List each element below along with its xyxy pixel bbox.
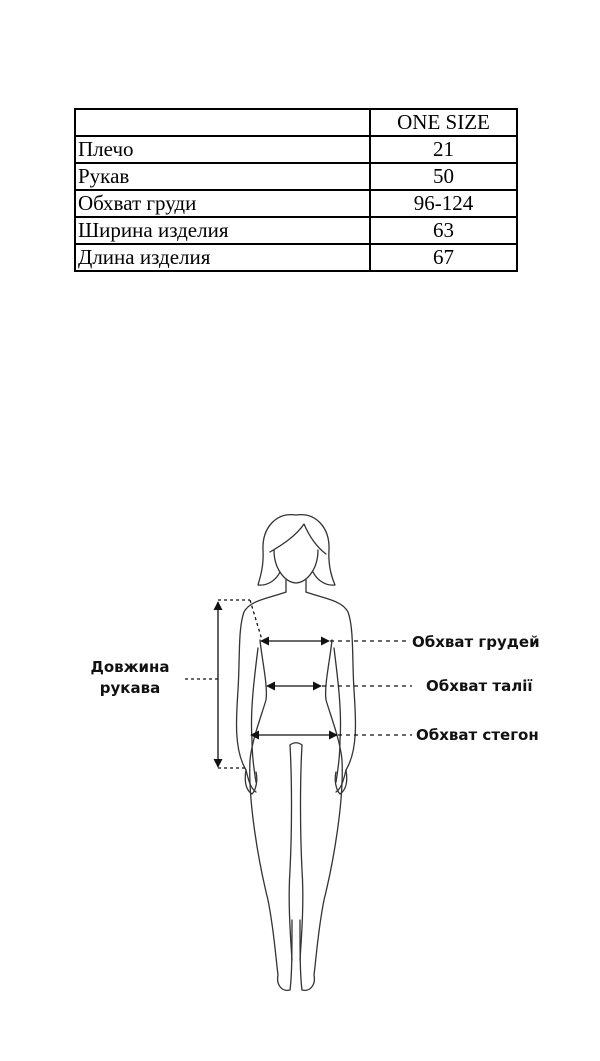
row-value: 50 [370,163,517,190]
hips-label: Обхват стегон [416,726,539,744]
sleeve-length-measure [185,600,262,768]
row-value: 67 [370,244,517,271]
waist-label: Обхват талії [426,677,533,695]
row-label: Ширина изделия [75,217,370,244]
row-value: 96-124 [370,190,517,217]
row-label: Длина изделия [75,244,370,271]
row-label: Рукав [75,163,370,190]
chest-label: Обхват грудей [412,633,540,651]
sleeve-length-label: Довжина [90,658,170,676]
header-cell-size: ONE SIZE [370,109,517,136]
row-value: 63 [370,217,517,244]
row-value: 21 [370,136,517,163]
row-label: Обхват груди [75,190,370,217]
sleeve-length-label: рукава [99,679,161,697]
row-label: Плечо [75,136,370,163]
female-silhouette [236,515,355,991]
